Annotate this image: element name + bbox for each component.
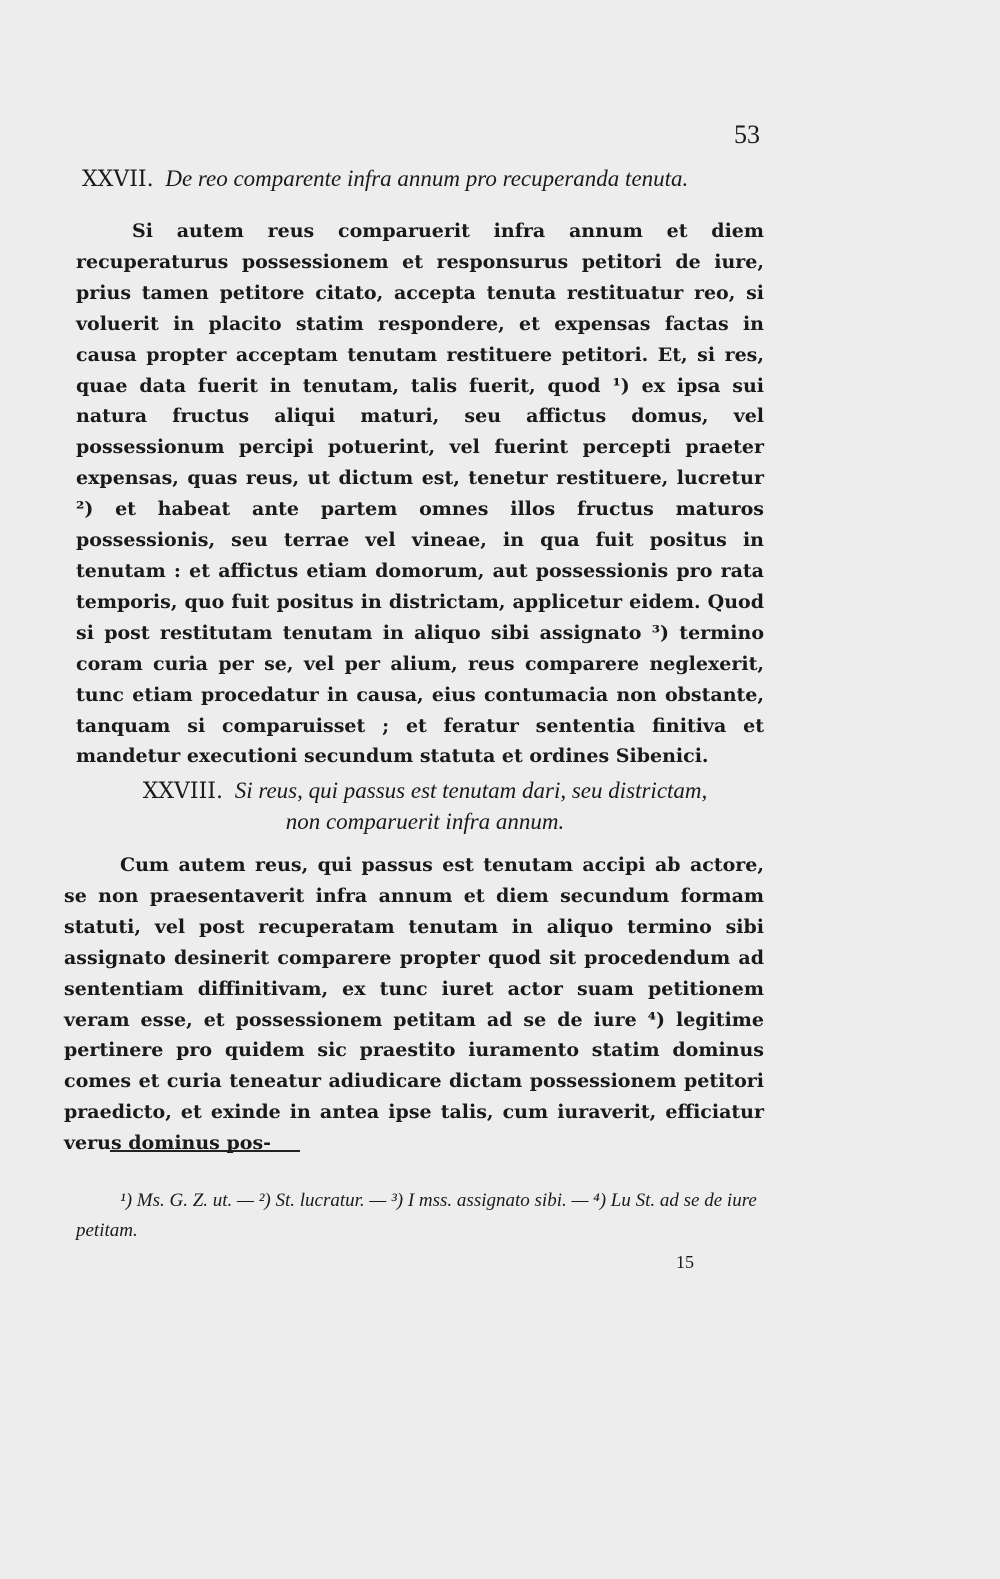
section-heading-xxvii bbox=[82, 166, 762, 192]
section-text-xxvii: Si autem reus comparuerit infra annum et diem recuperaturus possessionem et responsurus petitori de iure, prius tamen petitore citato, accepta tenuta restituatur reo, si voluerit in placito statim respondere, et expensas factas in causa propter acceptam tenutam restituere petitori. Et, si res, quae data fuerit in tenutam, talis fuerit, quod ¹) ex ipsa sui natura fructus aliqui maturi, seu affictus domus, vel possessionum percipi potuerint, vel fuerint percepti praeter expensas, quas reus, ut dictum est, tenetur restituere, lucretur ²) et habeat ante partem omnes illos fructus maturos possessionis, seu terrae vel vineae, in qua fuit positus in tenutam : et affictus etiam domorum, aut possessionis pro rata temporis, quo fuit positus in districtam, applicetur eidem. Quod si post restitutam tenutam in aliquo sibi assignato ³) termino coram curia per se, vel per alium, reus comparere neglexerit, tunc etiam procedatur in causa, eius contumacia non obstante, tanquam si comparuisset ; et feratur sententia finitiva et mandetur executioni secundum statuta et ordines Sibenici. bbox=[76, 220, 764, 768]
footnotes: ¹) Ms. G. Z. ut. — ²) St. lucratur. — ³) I mss. assignato sibi. — ⁴) Lu St. ad se de iure petitam. bbox=[76, 1190, 757, 1241]
footnote-divider bbox=[110, 1150, 300, 1152]
section-number: XXVIII. bbox=[142, 779, 223, 804]
section-title: De reo comparente infra annum pro recuperanda tenuta. bbox=[165, 166, 689, 191]
signature-mark: 15 bbox=[676, 1252, 694, 1272]
page-number: 53 bbox=[734, 120, 760, 149]
section-number: XXVII. bbox=[82, 167, 154, 192]
section-heading-xxviii bbox=[90, 776, 760, 837]
section-text-xxviii: Cum autem reus, qui passus est tenutam accipi ab actore, se non praesentaverit infra annum et diem secundum formam statuti, vel post recuperatam tenutam in aliquo termino sibi assignato desinerit comparere propter quod sit procedendum ad sententiam diffinitivam, ex tunc iuret actor suam petitionem veram esse, et possessionem petitam ad se de iure ⁴) legitime pertinere pro quidem sic praestito iuramento statim dominus comes et curia teneatur adiudicare dictam possessionem petitori praedicto, et exinde in antea ipse talis, cum iuraverit, efficiatur verus dominus pos- bbox=[64, 854, 764, 1155]
section-title-line1: Si reus, qui passus est tenutam dari, seu districtam, bbox=[234, 778, 708, 803]
section-title-line2: non comparuerit infra annum. bbox=[285, 809, 565, 834]
